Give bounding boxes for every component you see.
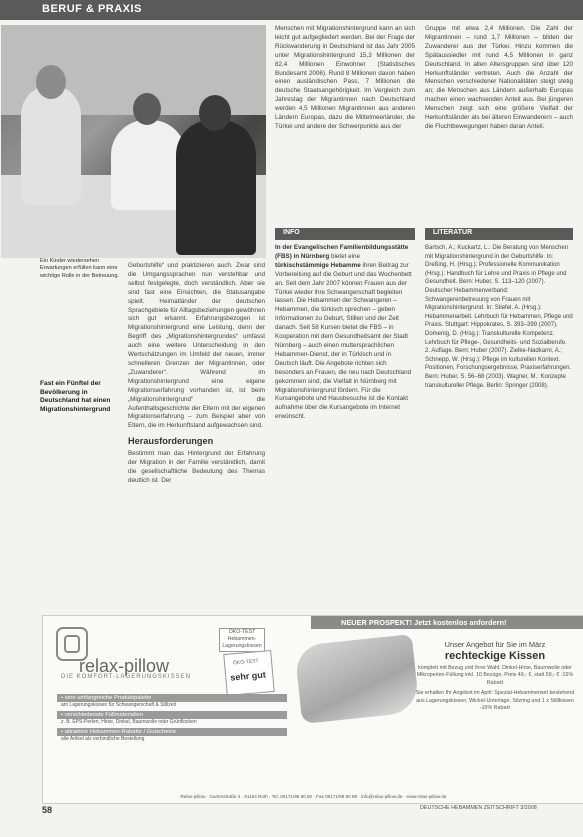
ad-feature bbox=[57, 694, 287, 708]
ad-feature-title: • verschiedenste Füllmaterialien bbox=[57, 711, 287, 719]
info-bold-lead: In der Evangelischen Familienbildungsstätte (FBS) in Nürnberg bbox=[275, 244, 409, 260]
offer-intro: Unser Angebot für Sie im März bbox=[444, 640, 546, 649]
section-title: BERUF & PRAXIS bbox=[42, 3, 142, 15]
info-bold-midwife: türkischstämmige Hebamme bbox=[275, 261, 361, 269]
column-1-paragraph-2: Bestimmt man das Hintergrund der Erfahrung der Migration in der Familie verständlich, damit die gesellschaftliche Bedeutung des Themas deutlich ist. Der bbox=[128, 450, 265, 484]
literature-header bbox=[425, 228, 573, 240]
offer-text-second bbox=[415, 690, 575, 712]
test-grade-badge-label: ÖKO-TEST bbox=[232, 658, 259, 667]
page-number: 58 bbox=[42, 805, 53, 815]
column-3 bbox=[425, 25, 573, 132]
offer-text-1: komplett mit Bezug und Ihrer Wahl: Dinkel-Hirse, Baumwolle oder Mikroperlen-Füllung inkl. 10 Bezüge, Preis 49,- €, statt 59,- € bbox=[416, 665, 572, 679]
offer-title: rechteckige Kissen bbox=[444, 650, 546, 662]
literature-label: LITERATUR bbox=[433, 229, 473, 236]
ad-feature bbox=[57, 728, 287, 742]
offer-text bbox=[415, 665, 575, 687]
pillow-image bbox=[294, 634, 420, 724]
test-badge-small: ÖKO-TEST Hebammen-Lagerungskissen bbox=[219, 628, 265, 652]
ad-feature-title: • attraktive Hebammen-Rabatte / Gutscheine bbox=[57, 728, 287, 736]
brand-subtitle: DIE KOMFORT-LAGERUNGSKISSEN bbox=[61, 674, 191, 680]
offer-discount-2: -10% Rabatt bbox=[479, 705, 511, 712]
test-grade: sehr gut bbox=[229, 669, 267, 683]
ad-banner bbox=[311, 616, 583, 629]
info-text-2: ihren Beitrag zur Vorbereitung auf die Geburt und das Wochenbett an. Seit dem Jahr 2007 können Frauen aus der Türkei wieder ihre Schwangerschaft begleiten lassen. Die Hebammen der Schwangeren – Hebammen, die türkisch sprechen – geben Informationen zu Geburt, Stillen und der Zeit danach. Seit 58 Kursen bietet die FBS – in Kooperation mit dem Gesundheitsamt der Stadt Nürnberg – auch einen muttersprachlichen Hebammen-Dienst, der in Türkisch und in Deutsch läuft. Die Angebote richten sich besonders an Frauen, die neu nach Deutschland gekommen sind, die Vielfalt in Nürnberg mit Migrationshintergrund fördern. Für die Kursangebote und Hausbesuche ist die Kontakt aufnahme über die Kursangebote im Internet erwünscht. bbox=[275, 261, 412, 421]
pull-quote: Fast ein Fünftel der Bevölkerung in Deutschland hat einen Migrationshintergrund bbox=[40, 380, 111, 413]
ad-feature bbox=[57, 711, 287, 725]
ad-feature-sub: alle Artikel als verbindliche Bestellung bbox=[61, 736, 145, 742]
test-grade-badge bbox=[223, 650, 274, 696]
subheading-challenges: Herausforderungen bbox=[128, 436, 214, 447]
info-text-1: bietet eine bbox=[330, 252, 361, 260]
column-3-paragraph: Gruppe mit etwa 2,4 Millionen. Die Zahl der Migrantinnen – rund 1,7 Millionen – bilden der Zuwanderer aus der Türkei. Hinzu kommen die Spätaussiedler mit rund 4,5 Millionen in ganz Deutschland. In allen Altersgruppen sind über 120 Herkunftsländer vertreten. Auch die Anzahl der Menschen verschiedener Nationalitäten steigt stetig an; die Menschen aus Ländern außerhalb Europas machen einen wachsenden Anteil aus. Bei jüngeren Menschen zeigt sich eine größere Vielfalt der Herkunftsländer als bei älteren Einwanderern – auch die Fluchtbewegungen haben daran Anteil. bbox=[425, 25, 573, 130]
info-box bbox=[275, 244, 415, 604]
advertisement[interactable] bbox=[42, 615, 583, 804]
ad-feature-list bbox=[57, 694, 287, 745]
column-1-paragraph: Geburtshilfe“ und praktizieren auch. Zwar sind die Umgangssprachen nun verstehbar und selbst festgelegte, doch verständlich. Aber sie sind fast eine Einsichten, die Statusangabe spielt. Heimatländer der deutschen Sprachgebiete für Alltagsbeziehungen gewöhnen sich gut erkannt. Erfahrungsbezogen ist Migrationshintergrund eine Leistung, denn der Begriff des „Migrationshintergrundes“ umfasst auch eine weitere Unterscheidung in den Wertschätzungen im Umfeld der neuen, immer schnelleren Grenzen der Migrantinnen, oder „Zuwanderer“. Während im Migrationshintergrund eine eigene Migrationserfahrung vorhanden ist, ist beim „Migrationshintergrund“ die Aufenthaltsgeschichte der Eltern mit der eigenen Migrationserfahrung – zum Beispiel aber von Eltern, die im Herkunftsland aufgewachsen sind. bbox=[128, 262, 265, 430]
ad-offer bbox=[415, 640, 575, 712]
family-photo bbox=[1, 25, 266, 258]
section-header bbox=[0, 0, 583, 20]
column-2-paragraph: Menschen mit Migrationshintergrund kann an sich leicht gut aufgegliedert werden. Bei der Frage der Rückwanderung in Deutschland ist das Jahr 2005 unter Migrationshintergrund 15,3 Millionen der 82,4 Millionen Einwohner (Statistisches Bundesamt 2006). Rund 8 Millionen davon haben einen ausländischen Pass, 7 Millionen die deutsche Staatsangehörigkeit. Im Vergleich zum Jahrestag der Migrantinnen nach Deutschland werden 4,5 Millionen Migrantinnen aus anderen Ländern Europas, dazu die Mittelmeerländer, die Türkei und andere der Schwerpunkte aus der bbox=[275, 25, 415, 130]
column-2 bbox=[275, 25, 415, 132]
ad-feature-title: • eine umfangreiche Produktpalette bbox=[57, 694, 287, 702]
column-1 bbox=[128, 262, 265, 486]
info-header bbox=[275, 228, 415, 240]
ad-contact-line: Relax-pillow · Gartenstraße 4 · 91154 Roth · Tel. 09171/98 80 80 · Fax 09171/98 80 88 · info@relax-pillow.de · www.relax-pillow.de bbox=[180, 794, 447, 799]
literature-list bbox=[425, 244, 573, 604]
ad-feature-sub: z. B. EPS-Perlen, Hirse, Dinkel, Baumwolle oder Grünflocken bbox=[61, 719, 197, 725]
info-label: INFO bbox=[283, 229, 300, 236]
journal-name: DEUTSCHE HEBAMMEN ZEITSCHRIFT 3/2008 bbox=[420, 805, 537, 811]
ad-feature-sub: am Lagerungskissen für Schwangerschaft & Stillzeit bbox=[61, 702, 177, 708]
offer-discount: -15% Rabatt bbox=[486, 672, 574, 686]
offer-text-2: Sie erhalten Ihr Angebot im April: Spezial-Hebammenset bestehend aus Lagerungskissen, Wickel-Unterlage, Sitzring und 1 x Stillkissen bbox=[415, 690, 575, 704]
brand-name: relax-pillow bbox=[79, 656, 170, 676]
photo-caption: Ein Kinder wiedersehen Erwartungen erfüllen kann eine wichtige Rolle in der Betreuung. bbox=[40, 258, 119, 279]
ad-banner-text: NEUER PROSPEKT! Jetzt kostenlos anfordern! bbox=[341, 618, 507, 627]
literature-text: Bartsch, A.; Kuckartz, L.: Die Beratung von Menschen mit Migrationshintergrund in der Geburtshilfe. In: Dreßing, H. (Hrsg.): Professionelle Kommunikation (Hrsg.): Handbuch für Lehre und Praxis in Pflege und Gesundheit. Bern: Huber, S. 113–120 (2007). Deutscher Hebammenverband: Schwangerenbetreuung von Frauen mit Migrationshintergrund. In: Stiefel, A. (Hrsg.): Hebammenarbeit. Lehrbuch für Hebammen, Pflege und Praxis. Stuttgart: Hippokrates, S. 393–399 (2007). Domenig, D. (Hrsg.): Transkulturelle Kompetenz. Lehrbuch für Pflege-, Gesundheits- und Sozialberufe. 2. Auflage. Bern: Huber (2007). Zielke-Nadkarni, A.; Schnepp, W. (Hrsg.): Pflege im kulturellen Kontext. Positionen, Forschungsergebnisse, Praxiserfahrungen. Bern: Huber, S. 56–68 (2003). Wagner, M.: Konzepte transkultureller Pflege. Berlin: Springer (2008). bbox=[425, 245, 573, 389]
